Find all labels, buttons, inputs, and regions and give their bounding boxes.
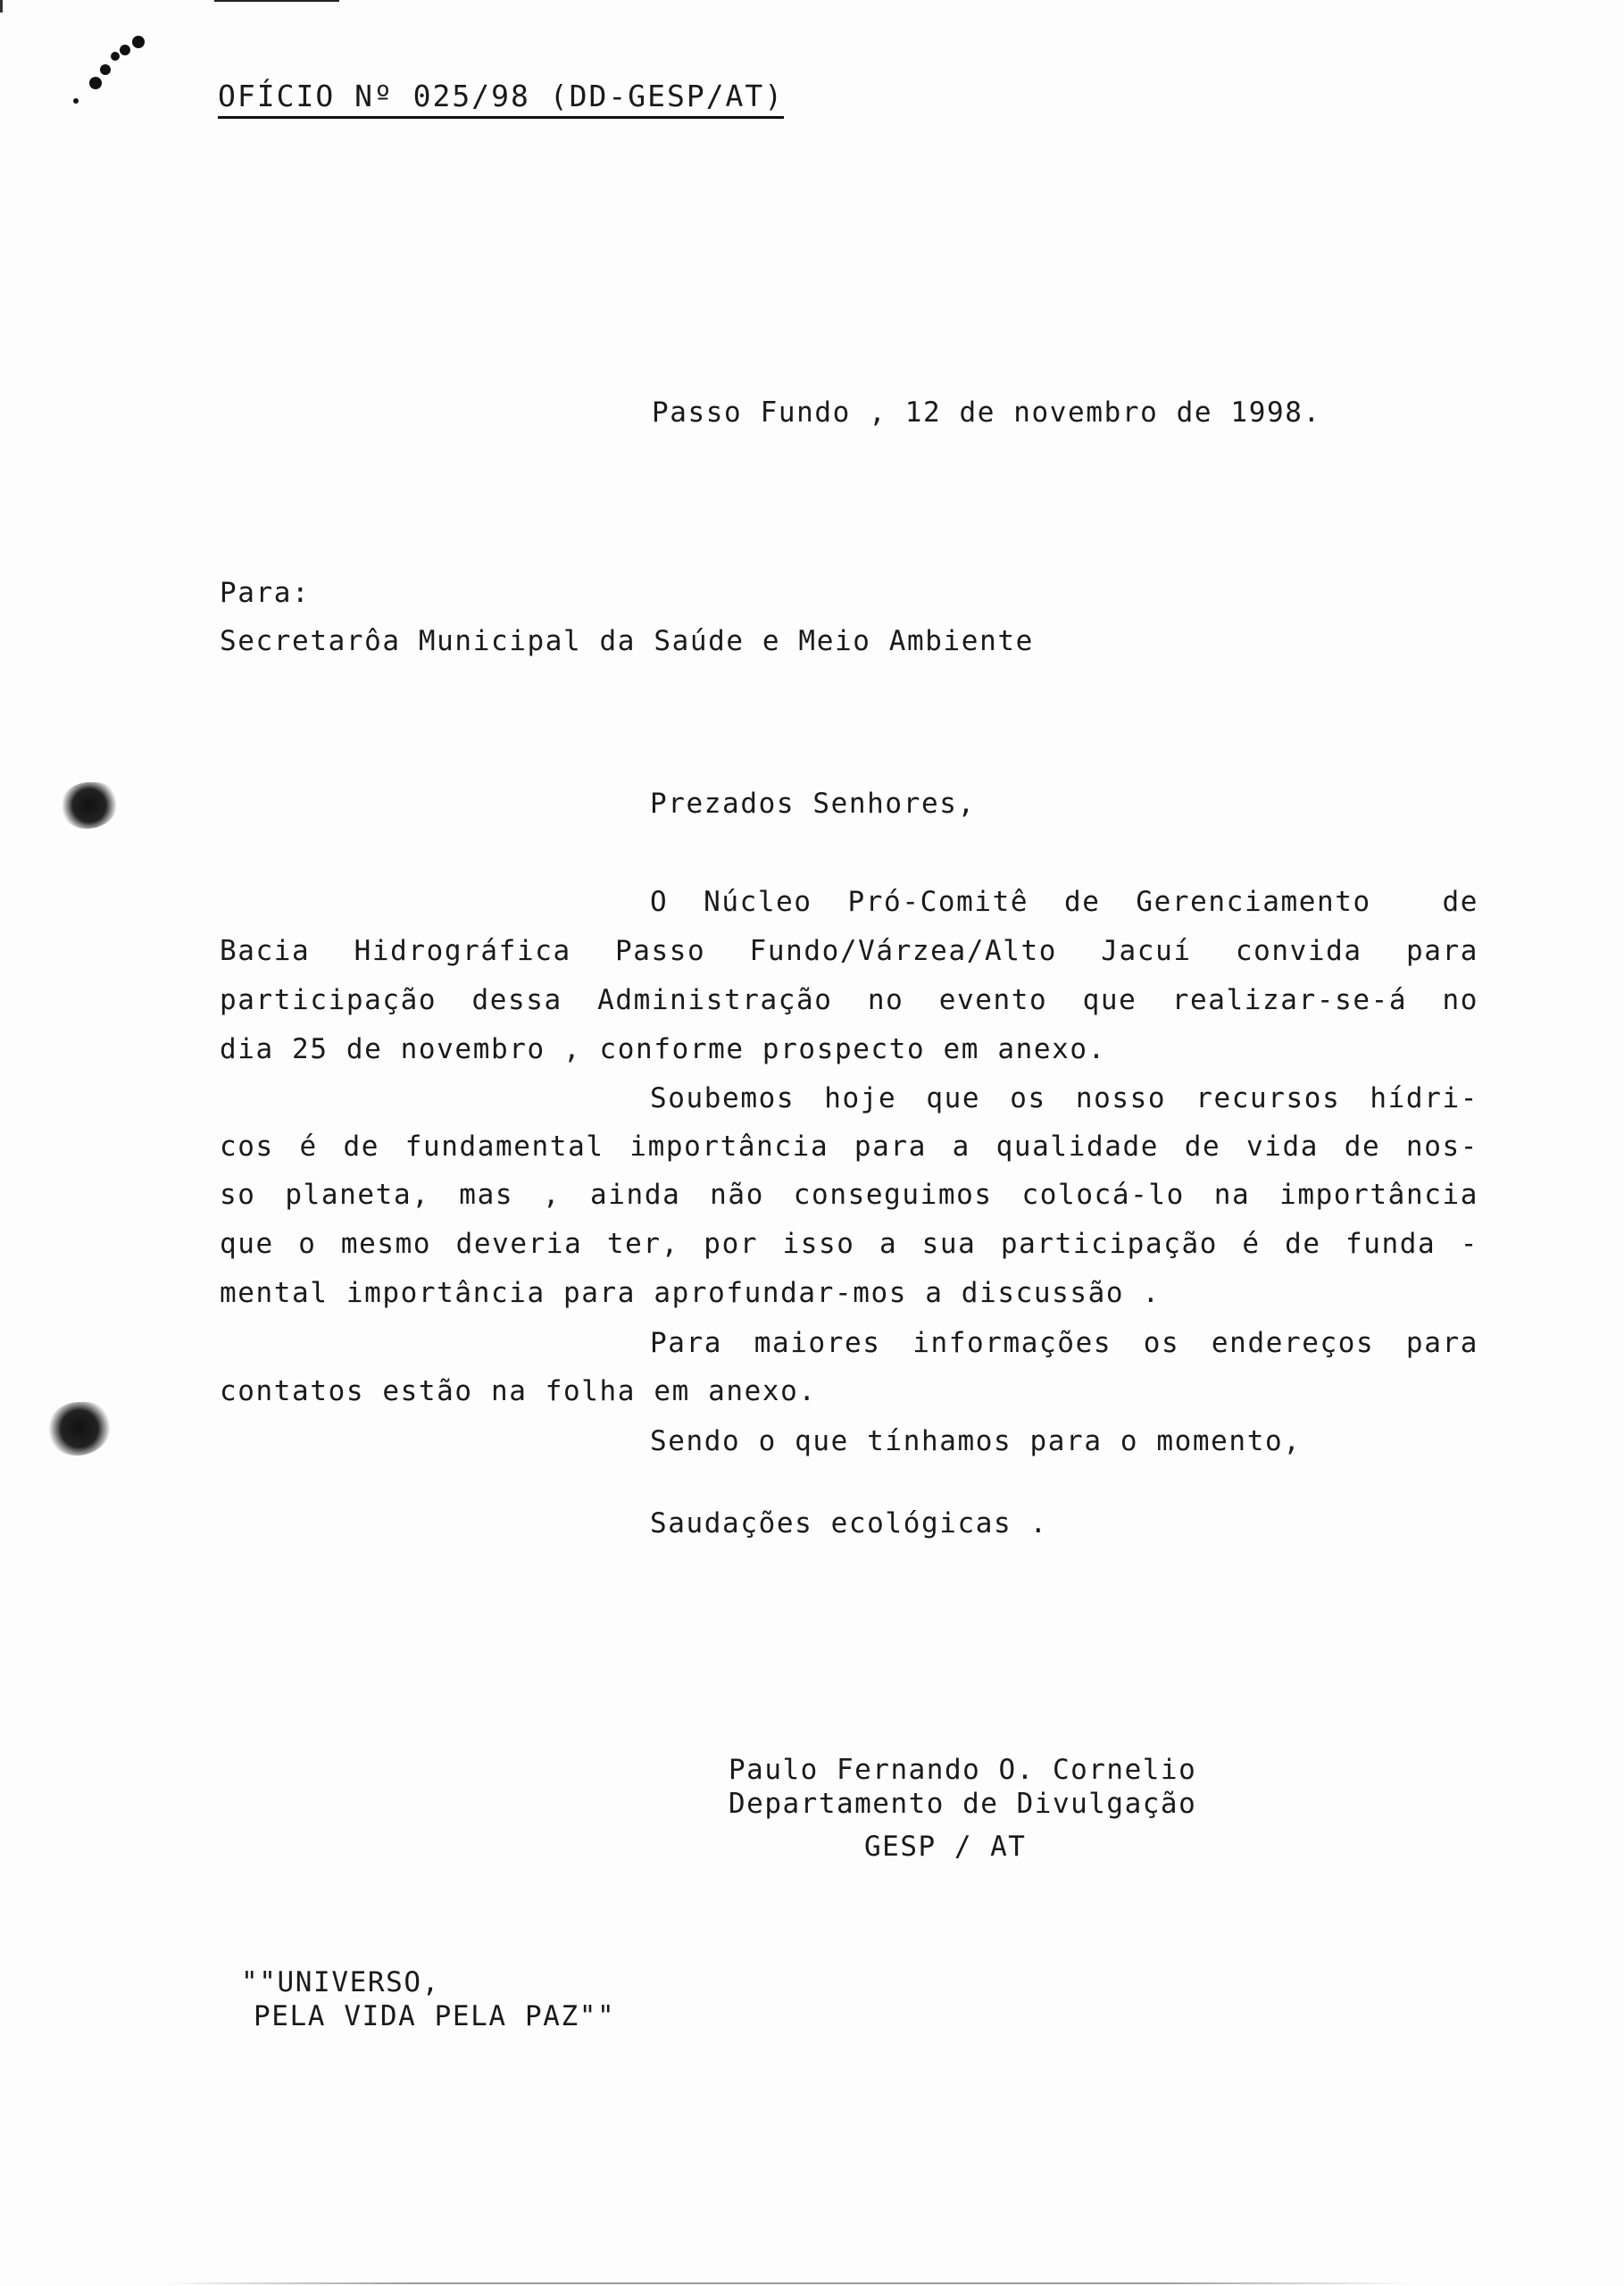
paragraph-line: cos é de fundamental importância para a qualidade de vida de nos-: [220, 1130, 1478, 1163]
motto-line-2: PELA VIDA PELA PAZ"": [254, 2000, 616, 2032]
scan-artifact-top-line: [214, 0, 339, 2]
scan-artifact-bottom-line: [161, 2282, 1411, 2284]
paragraph-line: Para maiores informações os endereços para: [650, 1327, 1478, 1359]
scan-artifact-left-edge: [0, 0, 3, 13]
paragraph-line: que o mesmo deveria ter, por isso a sua participação é de funda -: [220, 1228, 1478, 1260]
paragraph-line: Bacia Hidrográfica Passo Fundo/Várzea/Alto Jacuí convida para: [220, 935, 1478, 967]
closing-line: Sendo o que tínhamos para o momento,: [650, 1425, 1302, 1457]
signature-department: Departamento de Divulgação: [729, 1788, 1197, 1820]
punch-hole-stain-lower: [48, 1402, 111, 1456]
paragraph-line: Soubemos hoje que os nosso recursos hídri-: [650, 1082, 1478, 1114]
letter-reference: OFÍCIO Nº 025/98 (DD-GESP/AT): [218, 79, 784, 119]
closing-salutation: Saudações ecológicas .: [650, 1507, 1048, 1539]
paragraph-line: participação dessa Administração no evento que realizar-se-á no: [220, 984, 1478, 1016]
paragraph-line: O Núcleo Pró-Comitê de Gerenciamento de: [650, 886, 1478, 918]
motto-line-1: ""UNIVERSO,: [241, 1966, 440, 1998]
date-line: Passo Fundo , 12 de novembro de 1998.: [652, 396, 1321, 429]
signature-name: Paulo Fernando O. Cornelio: [729, 1754, 1197, 1786]
recipient-name: Secretarôa Municipal da Saúde e Meio Ambiente: [220, 625, 1034, 657]
greeting: Prezados Senhores,: [650, 788, 976, 820]
signature-organization: GESP / AT: [864, 1831, 1027, 1863]
paragraph-line: dia 25 de novembro , conforme prospecto em anexo.: [220, 1033, 1106, 1065]
paragraph-line: so planeta, mas , ainda não conseguimos colocá-lo na importância: [220, 1179, 1478, 1211]
paragraph-line: mental importância para aprofundar-mos a discussão .: [220, 1277, 1161, 1309]
recipient-label: Para:: [220, 577, 311, 609]
paragraph-line: contatos estão na folha em anexo.: [220, 1375, 817, 1407]
punch-hole-stain-upper: [61, 782, 118, 829]
